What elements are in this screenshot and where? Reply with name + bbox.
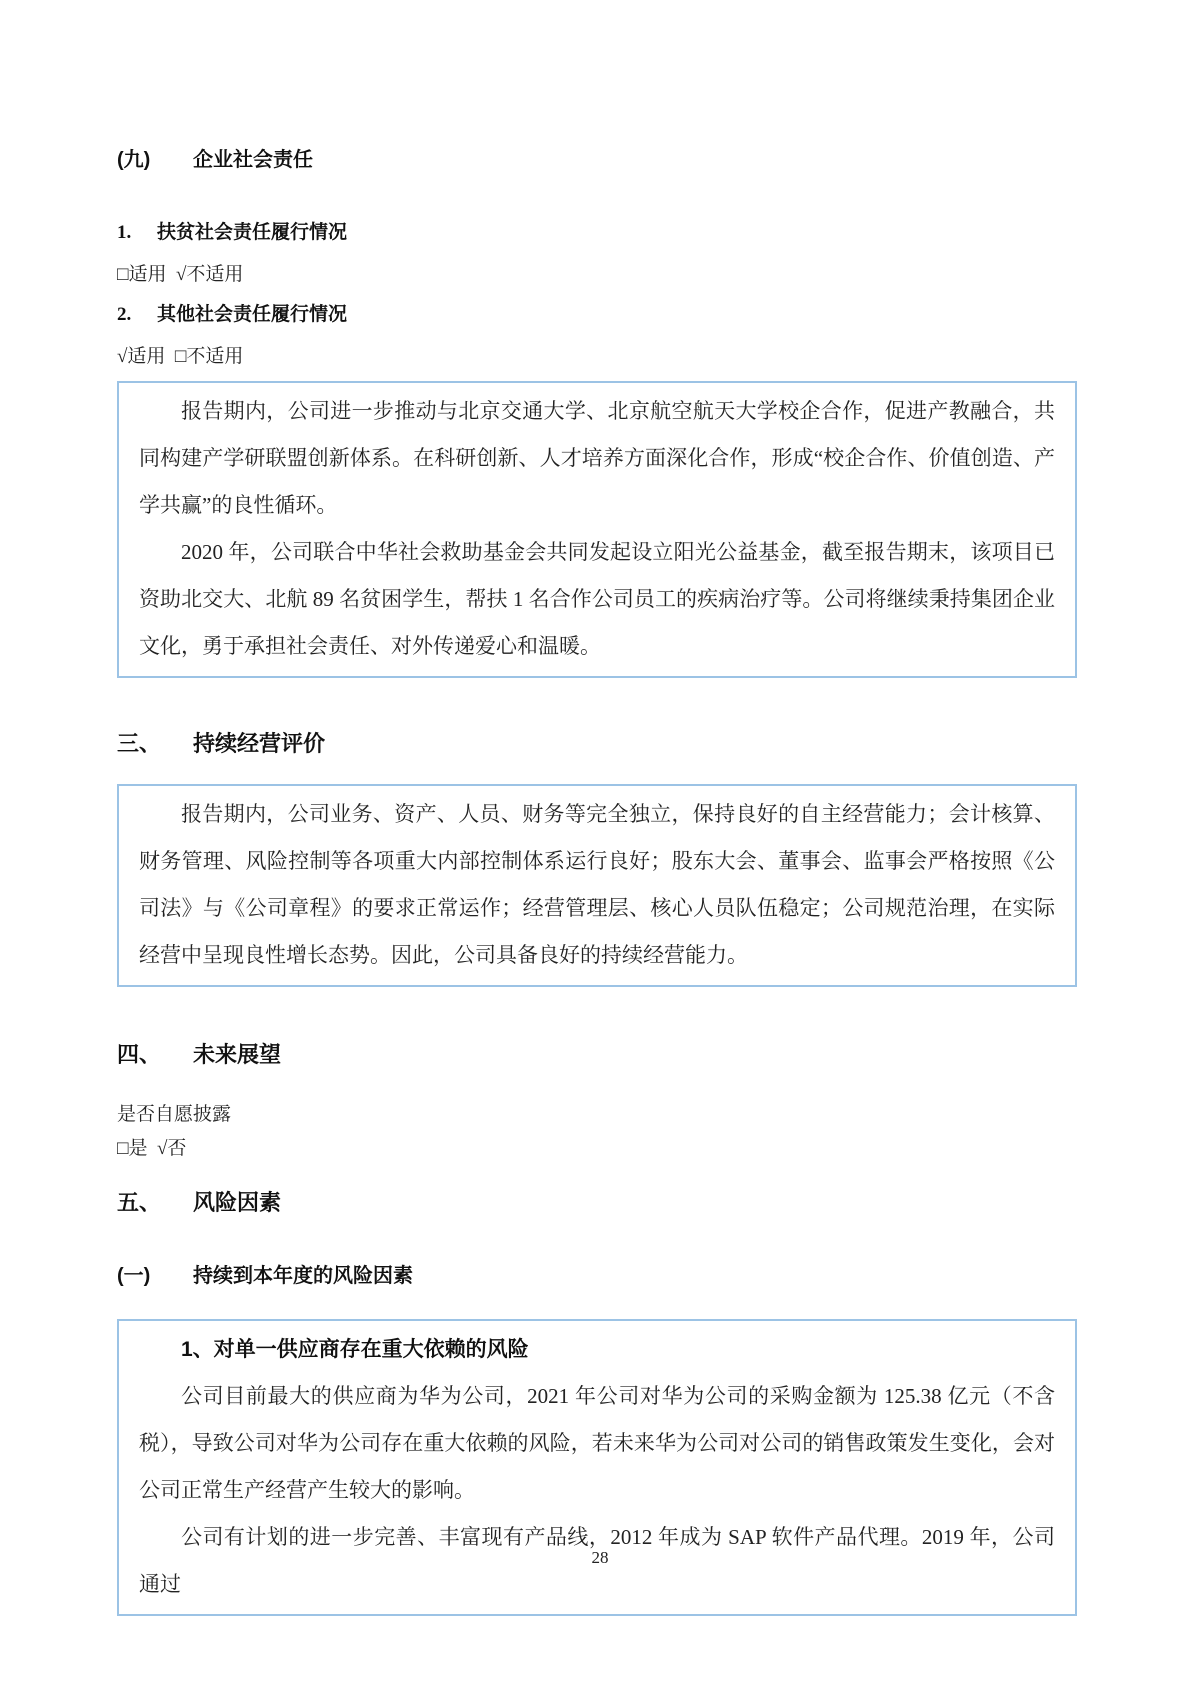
section-3-label: 三、	[117, 731, 162, 756]
risk-1-heading: 1、对单一供应商存在重大依赖的风险	[181, 1338, 529, 1361]
item-1-heading	[117, 219, 1077, 247]
section-3-title: 持续经营评价	[193, 731, 326, 756]
item-2-heading	[117, 301, 1077, 329]
section-9-label: (九)	[117, 149, 151, 171]
item-1-title: 扶贫社会责任履行情况	[157, 222, 348, 243]
section-5-sub-heading	[117, 1261, 1077, 1291]
section-5-label: 五、	[117, 1190, 162, 1215]
risk-1-paragraph-1: 公司目前最大的供应商为华为公司，2021 年公司对华为公司的采购金额为 125.38 亿元（不含税），导致公司对华为公司存在重大依赖的风险，若未来华为公司对公司的销售政策发生变化，会对公司正常生产经营产生较大的影响。	[139, 1384, 1055, 1502]
voluntary-disclosure-options: □是 √否	[117, 1138, 187, 1159]
section-9-heading	[117, 145, 1077, 175]
section-4-heading	[117, 1039, 1077, 1071]
risk-1-paragraph-2: 公司有计划的进一步完善、丰富现有产品线，2012 年成为 SAP 软件产品代理。2019 年，公司通过	[139, 1525, 1055, 1596]
risk-factors-text-box	[117, 1319, 1077, 1616]
going-concern-paragraph: 报告期内，公司业务、资产、人员、财务等完全独立，保持良好的自主经营能力；会计核算、财务管理、风险控制等各项重大内部控制体系运行良好；股东大会、董事会、监事会严格按照《公司法》与《公司章程》的要求正常运作；经营管理层、核心人员队伍稳定；公司规范治理，在实际经营中呈现良性增长态势。因此，公司具备良好的持续经营能力。	[139, 802, 1055, 967]
section-5-sub-title: 持续到本年度的风险因素	[193, 1265, 413, 1287]
section-5-title: 风险因素	[193, 1190, 282, 1215]
section-4-title: 未来展望	[193, 1042, 282, 1067]
item-2-number: 2.	[117, 304, 132, 325]
voluntary-disclosure-question: 是否自愿披露	[117, 1104, 232, 1125]
section-5-sub-label: (一)	[117, 1265, 151, 1287]
csr-paragraph-2: 2020 年，公司联合中华社会救助基金会共同发起设立阳光公益基金，截至报告期末，该项目已资助北交大、北航 89 名贫困学生，帮扶 1 名合作公司员工的疾病治疗等。公司将继续秉持集团企业文化，勇于承担社会责任、对外传递爱心和温暖。	[139, 540, 1055, 658]
csr-paragraph-1: 报告期内，公司进一步推动与北京交通大学、北京航空航天大学校企合作，促进产教融合，共同构建产学研联盟创新体系。在科研创新、人才培养方面深化合作，形成“校企合作、价值创造、产学共赢”的良性循环。	[139, 399, 1055, 517]
item-1-applicability-options: □适用 √不适用	[117, 264, 244, 285]
section-4-label: 四、	[117, 1042, 162, 1067]
going-concern-text-box	[117, 784, 1077, 987]
item-2-applicability-options: √适用 □不适用	[117, 346, 244, 367]
section-3-heading	[117, 728, 1077, 760]
item-2-title: 其他社会责任履行情况	[157, 304, 348, 325]
section-9-title: 企业社会责任	[193, 149, 313, 171]
page-number: 28	[591, 1548, 609, 1567]
section-5-heading	[117, 1187, 1077, 1219]
csr-text-box	[117, 381, 1077, 678]
item-1-number: 1.	[117, 222, 132, 243]
